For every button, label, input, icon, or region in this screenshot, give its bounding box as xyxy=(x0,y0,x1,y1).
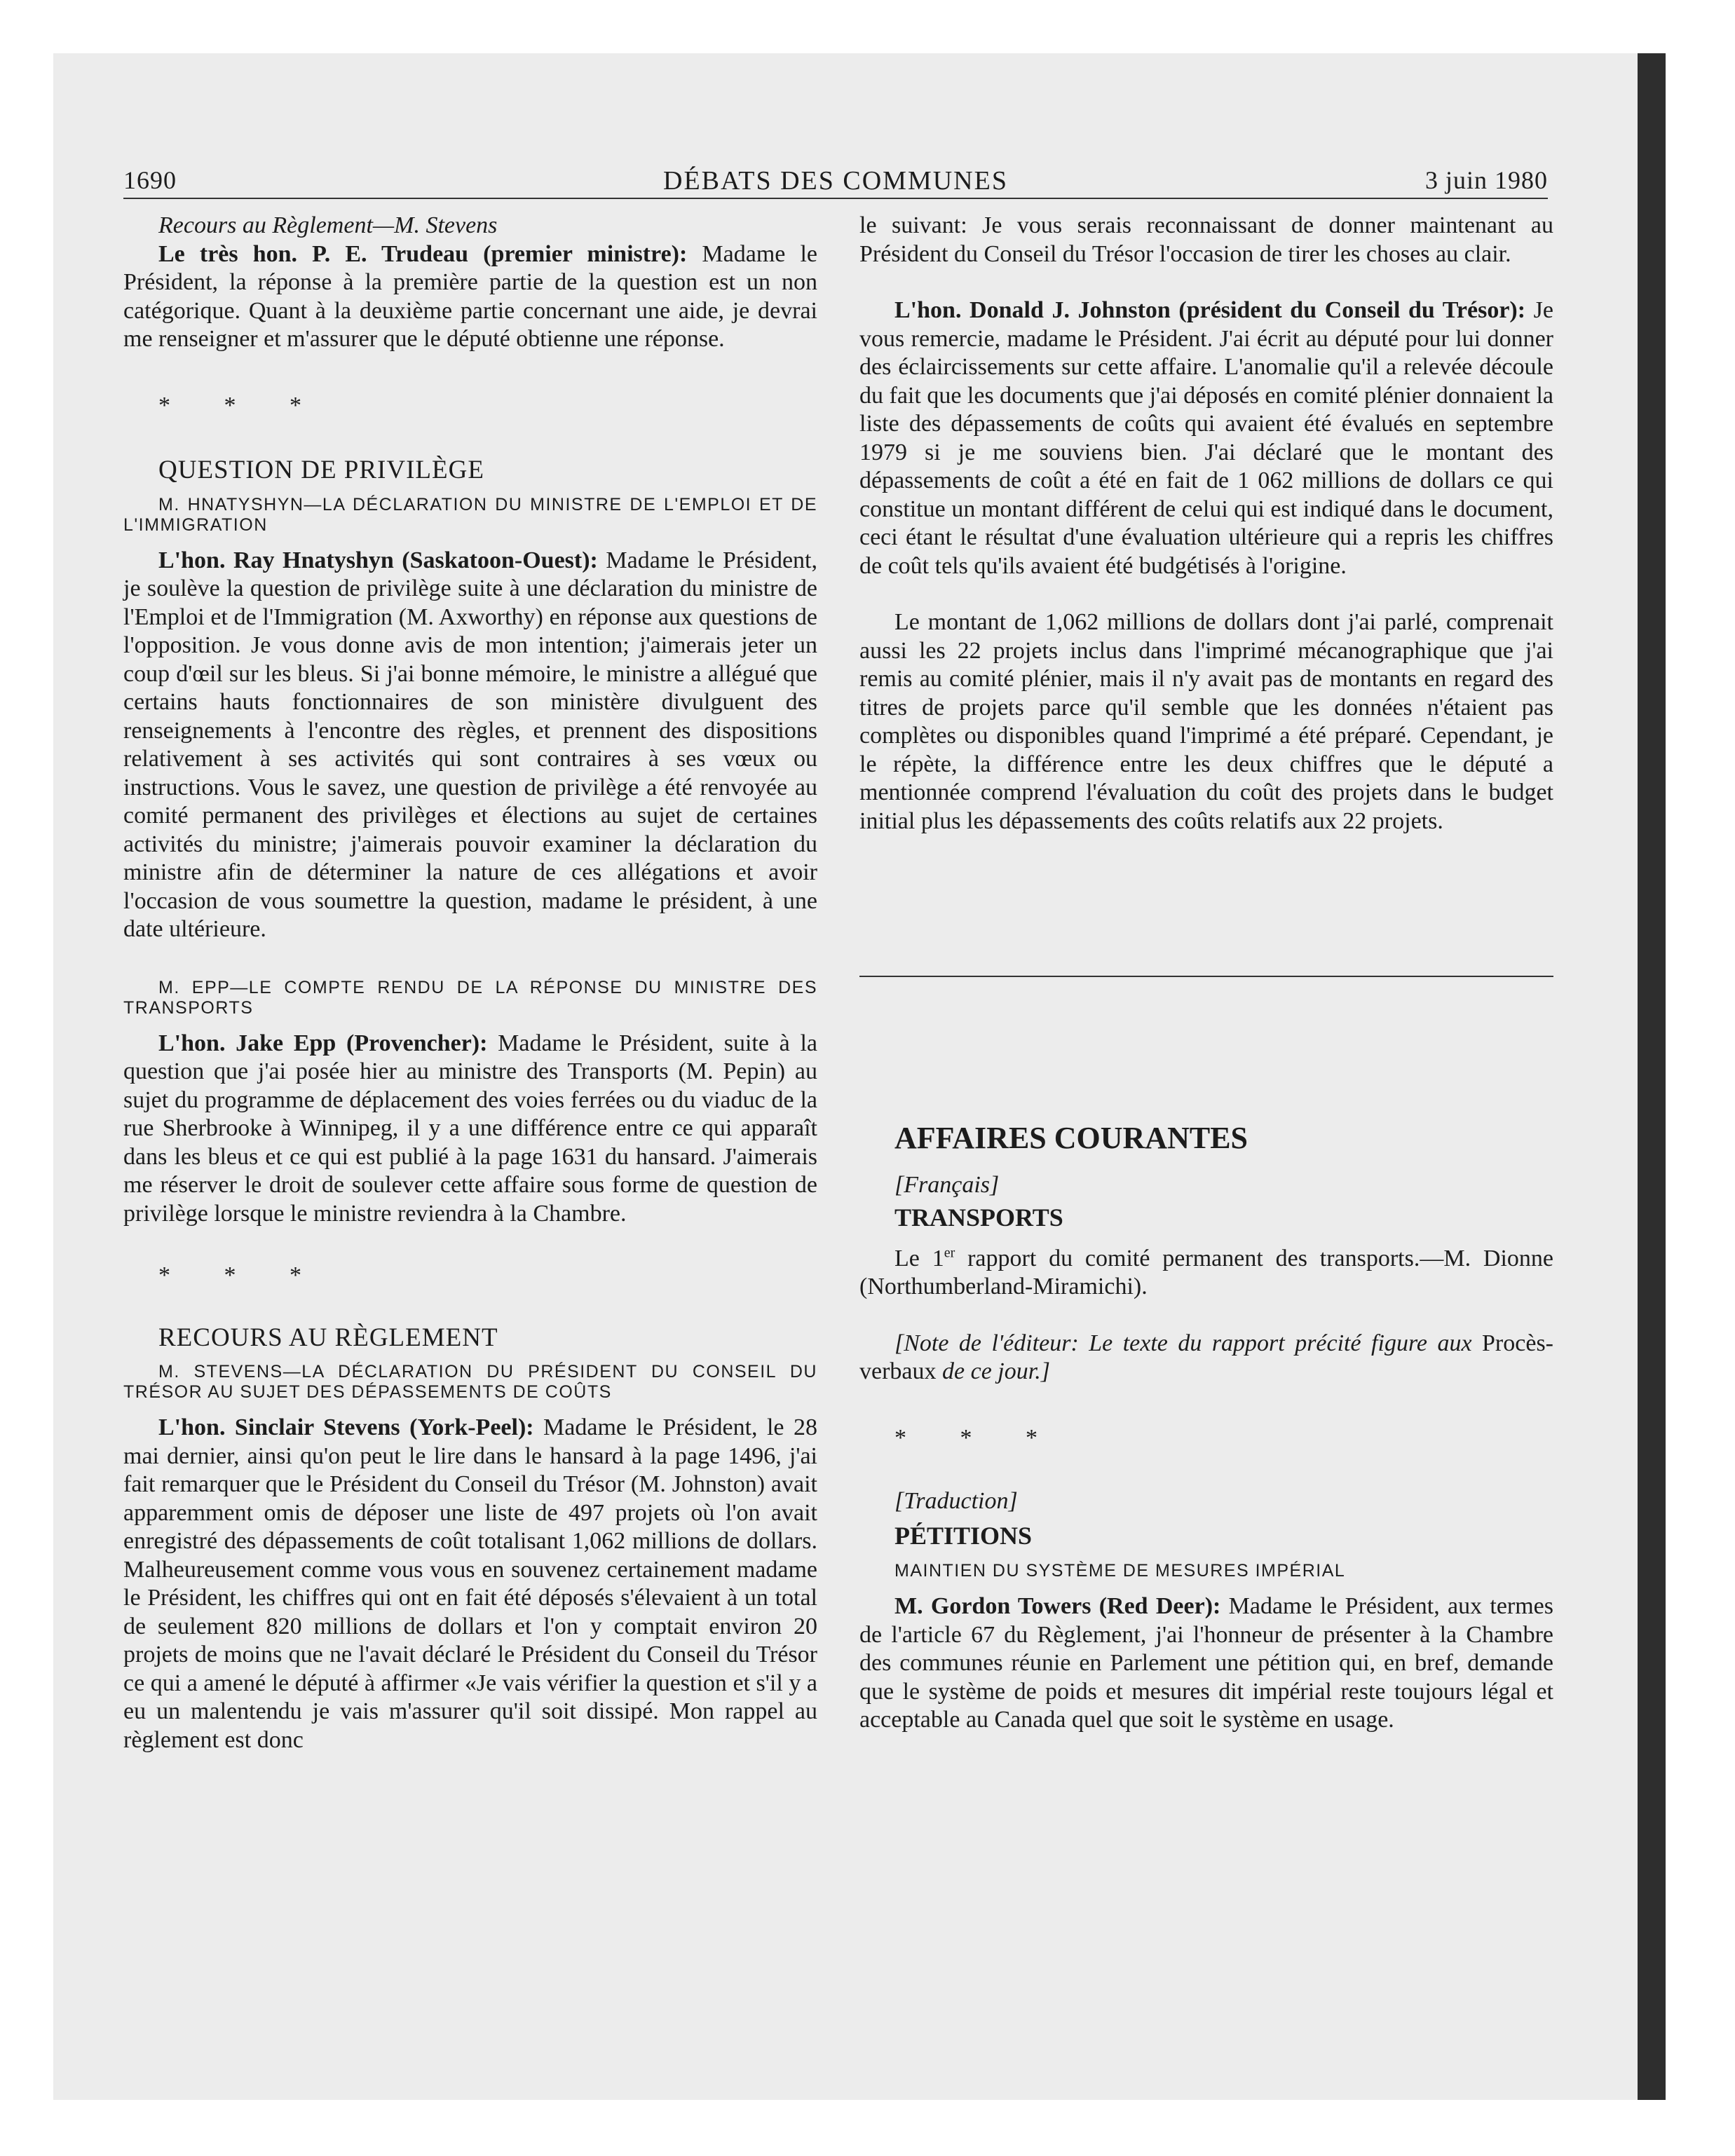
issue-date: 3 juin 1980 xyxy=(1424,166,1548,194)
page-number: 1690 xyxy=(123,166,177,194)
paragraph-towers xyxy=(859,1592,1553,1735)
paragraph-stevens xyxy=(123,1414,817,1754)
subheading-hnatyshyn: M. HNATYSHYN—LA DÉCLARATION DU MINISTRE DE L'EMPLOI ET DE L'IMMIGRATION xyxy=(123,494,817,535)
paragraph-johnston-continued: Le montant de 1,062 millions de dollars dont j'ai parlé, comprenait aussi les 22 projets inclus dans l'imprimé mécanographique que j'ai remis au comité plénier, mais il n'y avait pas de montants en regard des titres de projets parce qu'il semble que les données n'étaient pas complètes ou disponibles quand l'imprimé a été préparé. Cependant, je le répète, la différence entre les deux chiffres que le député a mentionnée comprend l'évaluation du coût des projets dans le budget initial plus les dépassements des coûts relatifs aux 22 projets. xyxy=(859,609,1553,834)
language-tag-francais: [Français] xyxy=(894,1171,1000,1198)
paragraph-epp xyxy=(123,1030,817,1229)
speaker-name: L'hon. Donald J. Johnston (président du Conseil du Trésor): xyxy=(894,297,1526,323)
paragraph-trudeau xyxy=(123,240,817,354)
speech-text: Madame le Président, la réponse à la première partie de la question est un non catégorique. Quant à la deuxième partie concernant une aide, je devrai me renseigner et m'assurer que le député obtienne une réponse. xyxy=(123,240,817,352)
ordinal-suffix: er xyxy=(944,1245,955,1261)
speech-text: Madame le Président, aux termes de l'article 67 du Règlement, j'ai l'honneur de présenter à la Chambre des communes réunie en Parlement une pétition qui, en bref, demande que le système de poids et mesures dit impérial reste toujours légal et acceptable au Canada quel que soit le système en usage. xyxy=(859,1593,1554,1733)
page xyxy=(53,53,1652,2100)
subheading-stevens: M. STEVENS—LA DÉCLARATION DU PRÉSIDENT DU CONSEIL DU TRÉSOR AU SUJET DES DÉPASSEMENTS DE COÛTS xyxy=(123,1362,817,1402)
speech-text: Je vous remercie, madame le Président. J'ai écrit au député pour lui donner des éclaircissements sur cette affaire. L'anomalie qu'il a relevée découle du fait que les documents que j'ai déposés en comité plénier donnaient la liste des dépassements de coûts qui avaient été évalués en septembre 1979 si je me souviens bien. J'ai déclaré que le montant des dépassements de coût a été en fait de 1 062 millions de dollars ce qui constitue un montant différent de celui qui est indiqué dans le document, ceci étant le résultat d'une évaluation ultérieure qui a repris les chiffres de coût tels qu'ils avaient été budgétisés à l'origine. xyxy=(859,297,1553,579)
heading-affaires-courantes: AFFAIRES COURANTES xyxy=(894,1121,1248,1155)
language-tag-traduction: [Traduction] xyxy=(894,1488,1018,1514)
subheading-epp: M. EPP—LE COMPTE RENDU DE LA RÉPONSE DU MINISTRE DES TRANSPORTS xyxy=(123,977,817,1018)
speech-text: Madame le Président, je soulève la question de privilège suite à une déclaration du ministre de l'Emploi et de l'Immigration (M. Axworthy) en réponse aux questions de l'opposition. Je vous donne avis de mon intention; j'aimerais jeter un coup d'œil sur les bleus. Si j'ai bonne mémoire, le ministre a allégué que certains hauts fonctionnaires de son ministère divulguent des renseignements à l'encontre des règles, et prennent des dispositions relativement à ses activités qui sont contraires à ses vœux ou instructions. Vous le savez, une question de privilège a été renvoyée au comité permanent des privilèges et élections au sujet de certaines activités du ministre; j'aimerais pouvoir examiner la déclaration du ministre afin de déterminer la nature de ces allégations et avoir l'occasion de vous soumettre la question, madame le président, à une date ultérieure. xyxy=(123,547,818,942)
speaker-name: L'hon. Sinclair Stevens (York-Peel): xyxy=(158,1414,534,1440)
speaker-name: Le très hon. P. E. Trudeau (premier ministre): xyxy=(158,240,688,267)
speech-text: Madame le Président, suite à la question que j'ai posée hier au ministre des Transports (M. Pepin) au sujet du programme de déplacement des voies ferrées ou du viaduc de la rue Sherbrooke à Winnipeg, il y a une différence entre ce qui apparaît dans les bleus et ce qui est publié à la page 1631 du hansard. J'aimerais me réserver le droit de soulever cette affaire sous forme de question de privilège lorsque le ministre reviendra à la Chambre. xyxy=(123,1030,817,1227)
speaker-name: M. Gordon Towers (Red Deer): xyxy=(894,1593,1221,1619)
heading-question-de-privilege: QUESTION DE PRIVILÈGE xyxy=(158,456,484,484)
speaker-name: L'hon. Ray Hnatyshyn (Saskatoon-Ouest): xyxy=(158,547,598,573)
paragraph-rapport: Le 1er rapport du comité permanent des transports.—M. Dionne (Northumberland-Miramichi). xyxy=(859,1245,1553,1299)
right-column xyxy=(859,212,1553,1735)
paragraph-hnatyshyn xyxy=(123,547,817,944)
heading-transports: TRANSPORTS xyxy=(894,1203,1063,1231)
heading-recours-au-reglement: RECOURS AU RÈGLEMENT xyxy=(158,1323,498,1352)
left-column xyxy=(123,212,817,1754)
speaker-name: L'hon. Jake Epp (Provencher): xyxy=(158,1030,488,1056)
editor-note: [Note de l'éditeur: Le texte du rapport précité figure aux Procès-verbaux de ce jour.] xyxy=(859,1330,1553,1384)
page-header xyxy=(123,165,1548,199)
subheading-systeme-imperial: MAINTIEN DU SYSTÈME DE MESURES IMPÉRIAL xyxy=(894,1561,1346,1581)
paragraph-stevens-continued: le suivant: Je vous serais reconnaissant de donner maintenant au Président du Conseil du Trésor l'occasion de tirer les choses au clair. xyxy=(859,212,1553,267)
running-title: Recours au Règlement—M. Stevens xyxy=(158,212,498,238)
journal-title: DÉBATS DES COMMUNES xyxy=(663,166,1008,196)
section-separator: * * * xyxy=(158,1262,325,1288)
speech-text: Madame le Président, le 28 mai dernier, ainsi qu'on peut le lire dans le hansard à la page 1496, j'ai fait remarquer que le Président du Conseil du Trésor (M. Johnston) avait apparemment omis de déposer une liste de 497 projets où l'on avait enregistré des dépassements de coût totalisant 1,062 millions de dollars. Malheureusement comme vous vous en souvenez certainement madame le Président, les chiffres qui ont en fait été déposés s'élevaient à un total de seulement 820 millions de dollars et l'on y comptait environ 20 projets de moins que ne l'avait déclaré le Président du Conseil du Trésor ce qui a amené le député à affirmer «Je vais vérifier la question et s'il y a eu un malentendu je vais m'assurer qu'il soit dissipé. Mon rappel au règlement est donc xyxy=(123,1414,817,1753)
section-separator: * * * xyxy=(158,392,325,418)
heading-petitions: PÉTITIONS xyxy=(894,1521,1033,1550)
paragraph-johnston xyxy=(859,296,1553,580)
section-separator: * * * xyxy=(894,1424,1061,1451)
